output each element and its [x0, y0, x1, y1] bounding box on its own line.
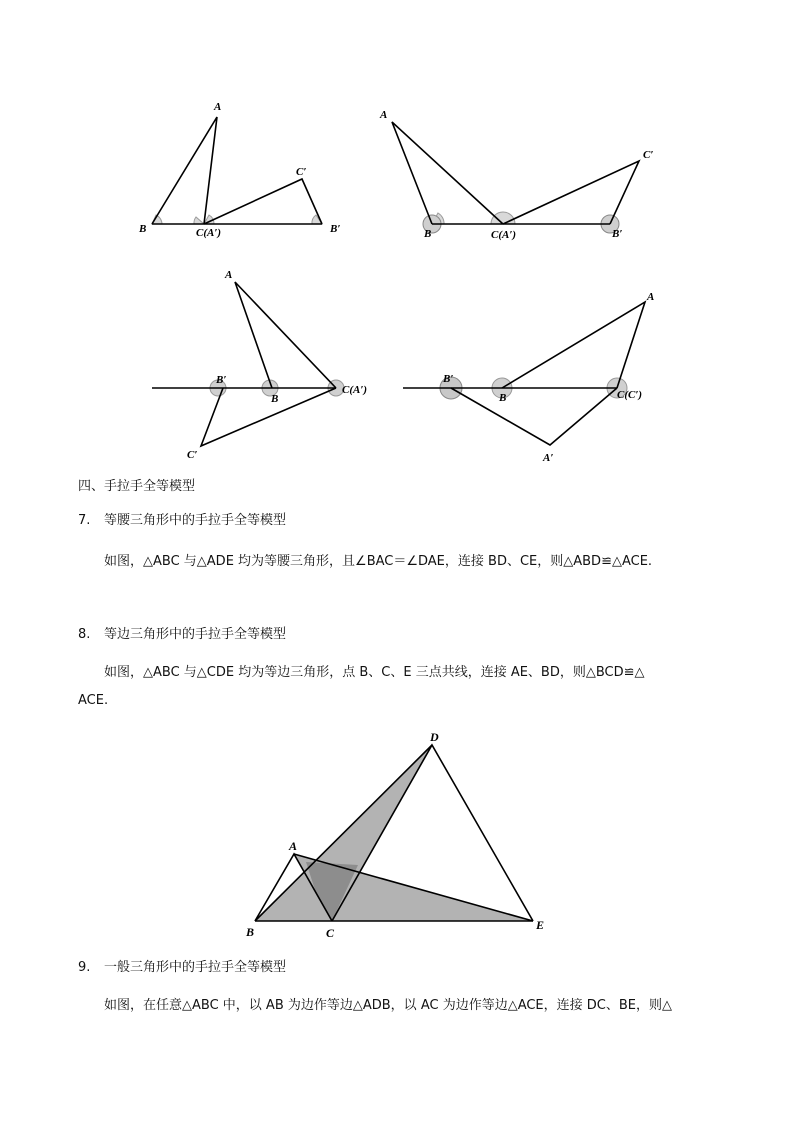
- label-C: C(A′): [196, 227, 222, 239]
- label-C: C(A′): [491, 229, 517, 241]
- label-B: B: [424, 228, 432, 240]
- section-title: 四、手拉手全等模型: [78, 479, 196, 494]
- item-9-heading: [78, 959, 286, 977]
- item-8-title: 等边三角形中的手拉手全等模型: [104, 627, 287, 642]
- label-Bprime: B′: [443, 373, 454, 385]
- label-C: C(A′): [342, 384, 368, 396]
- figure-equilateral-handshake: [240, 725, 560, 945]
- label-Cprime: C′: [643, 149, 654, 161]
- label-Bprime: B′: [216, 374, 227, 386]
- item-7-number: 7.: [78, 513, 91, 528]
- label-Bprime: B′: [612, 228, 623, 240]
- label-E: E: [536, 918, 545, 932]
- label-A: A: [289, 839, 298, 853]
- item-8-body-line1: 如图，△ABC 与△CDE 均为等边三角形，点 B、C、E 三点共线，连接 AE、BD，则△BCD≌△: [104, 665, 645, 680]
- item-8-number: 8.: [78, 627, 91, 642]
- figure-rotation-3: [140, 262, 390, 462]
- label-A: A: [214, 101, 222, 113]
- label-B: B: [499, 392, 507, 404]
- figure-rotation-4: [395, 282, 675, 472]
- item-8-body-line2: ACE.: [78, 693, 109, 708]
- label-A: A: [647, 291, 655, 303]
- figure-rotation-1: [130, 95, 360, 245]
- label-B: B: [246, 925, 255, 939]
- item-7-title: 等腰三角形中的手拉手全等模型: [104, 513, 287, 528]
- label-D: D: [430, 730, 439, 744]
- figure-rotation-2: [370, 100, 670, 250]
- label-Cprime: C′: [296, 166, 307, 178]
- item-9-body: 如图，在任意△ABC 中，以 AB 为边作等边△ADB，以 AC 为边作等边△ACE，连接 DC、BE，则△: [104, 998, 672, 1013]
- label-C: C: [326, 926, 335, 940]
- label-C: C(C′): [617, 389, 643, 401]
- label-Bprime: B′: [330, 223, 341, 235]
- label-Cprime: C′: [187, 449, 198, 461]
- item-8-heading: [78, 626, 286, 644]
- label-A: A: [380, 109, 388, 121]
- label-A: A: [225, 269, 233, 281]
- label-B: B: [139, 223, 147, 235]
- item-9-title: 一般三角形中的手拉手全等模型: [104, 960, 287, 975]
- label-Aprime: A′: [543, 452, 554, 464]
- item-9-number: 9.: [78, 960, 91, 975]
- item-7-heading: [78, 512, 286, 530]
- label-B: B: [271, 393, 279, 405]
- item-7-body: 如图，△ABC 与△ADE 均为等腰三角形，且∠BAC＝∠DAE，连接 BD、CE，则△ABD≌△ACE.: [104, 554, 653, 569]
